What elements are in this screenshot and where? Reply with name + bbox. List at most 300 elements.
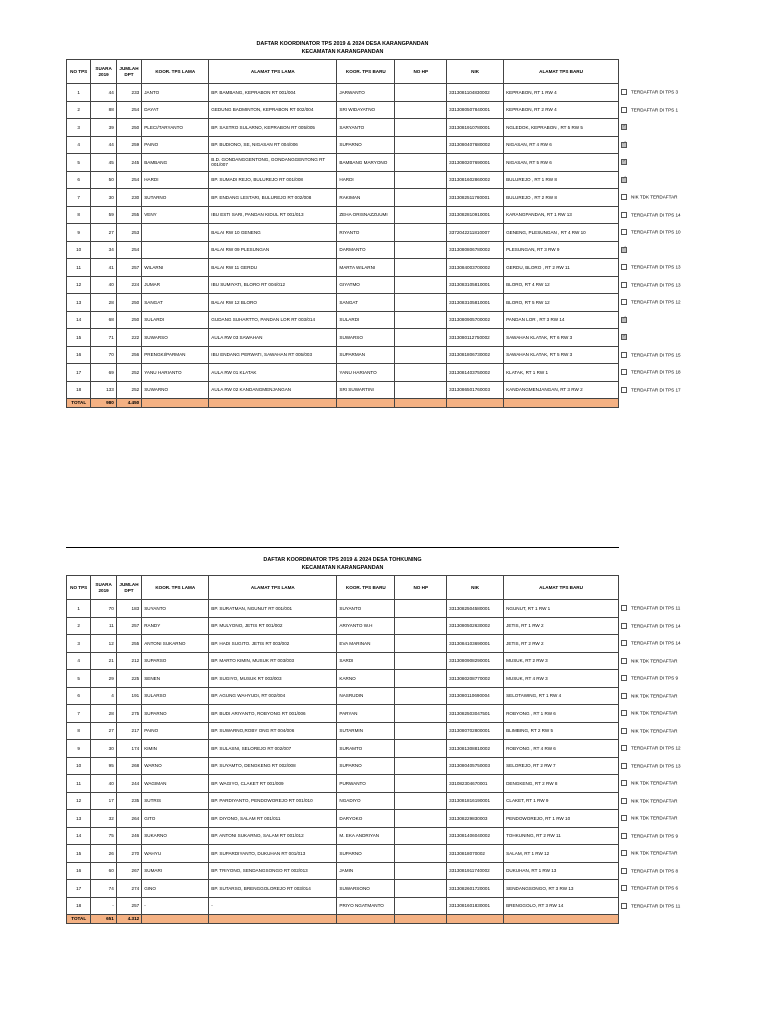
cell-votes-2019: 44 bbox=[91, 84, 116, 102]
cell-tps-number: 17 bbox=[67, 364, 91, 382]
cell-new-address: BULUREJO , RT 1 RW 8 bbox=[504, 171, 619, 189]
cell-tps-number: 14 bbox=[67, 311, 91, 329]
header-old-address: ALAMAT TPS LAMA bbox=[209, 60, 337, 84]
cell-old-coordinator: WARNO bbox=[142, 757, 209, 775]
cell-new-address: KEPRABON, RT 1 RW 4 bbox=[504, 84, 619, 102]
status-checkbox[interactable] bbox=[621, 833, 627, 839]
status-note: NIK TDK TERDAFTAR bbox=[631, 815, 678, 821]
cell-new-coordinator: DARYOKO bbox=[337, 810, 395, 828]
status-note: TERDAFTAR DI TPS 6 bbox=[631, 885, 679, 891]
cell-phone-number bbox=[395, 705, 447, 723]
cell-votes-2019: 69 bbox=[91, 364, 116, 382]
status-checkbox[interactable] bbox=[621, 780, 627, 786]
cell-old-address: BP. PARDIYANTO, PENDOWOREJO RT 001/010 bbox=[209, 792, 337, 810]
cell-old-coordinator: PAINO bbox=[142, 136, 209, 154]
sheet-title: DAFTAR KOORDINATOR TPS 2019 & 2024 DESA KARANGPANDAN bbox=[256, 41, 429, 47]
status-note: NIK TDK TERDAFTAR bbox=[631, 850, 678, 856]
status-checkbox[interactable] bbox=[621, 159, 627, 165]
cell-tps-number: 13 bbox=[67, 294, 91, 312]
cell-votes-2019: 40 bbox=[91, 775, 116, 793]
cell-new-coordinator: PURWANTO bbox=[337, 775, 395, 793]
cell-phone-number bbox=[395, 652, 447, 670]
cell-new-coordinator: SUPARMAN bbox=[337, 346, 395, 364]
cell-old-coordinator: SUMARI bbox=[142, 862, 209, 880]
cell-nik: 3313080207690001 bbox=[447, 154, 504, 172]
cell-votes-2019: 70 bbox=[91, 600, 116, 618]
cell-new-address: KEPRABON, RT 2 RW 4 bbox=[504, 101, 619, 119]
total-dpt: 4.450 bbox=[116, 399, 141, 408]
total-row bbox=[67, 399, 619, 408]
cell-votes-2019: 88 bbox=[91, 101, 116, 119]
cell-dpt-count: 222 bbox=[116, 329, 141, 347]
status-note: NIK TDK TERDAFTAR bbox=[631, 780, 678, 786]
table-row bbox=[67, 294, 619, 312]
cell-old-coordinator: ANTONI SUKARNO bbox=[142, 635, 209, 653]
total-empty-cell bbox=[209, 399, 337, 408]
coordinator-table bbox=[66, 59, 681, 408]
header-old-coordinator: KOOR. TPS LAMA bbox=[142, 60, 209, 84]
status-checkbox[interactable] bbox=[621, 623, 627, 629]
cell-nik: 3313082810910001 bbox=[447, 206, 504, 224]
cell-old-coordinator: SULARSO bbox=[142, 687, 209, 705]
cell-tps-number: 1 bbox=[67, 84, 91, 102]
table-row bbox=[67, 84, 619, 102]
cell-old-address: AULA RW 02 KANDANGMENJANGAN bbox=[209, 381, 337, 399]
cell-nik: 3313080507840001 bbox=[447, 101, 504, 119]
status-note: NIK TDK TERDAFTAR bbox=[631, 728, 678, 734]
cell-old-coordinator: RANDY bbox=[142, 617, 209, 635]
header-dpt-count: JUMLAH DPT bbox=[116, 576, 141, 600]
status-note: NIK TDK TERDAFTAR bbox=[631, 693, 678, 699]
status-checkbox[interactable] bbox=[621, 387, 627, 393]
cell-nik: 3313081602860002 bbox=[447, 171, 504, 189]
cell-tps-number: 16 bbox=[67, 862, 91, 880]
cell-old-address: - bbox=[209, 897, 337, 915]
cell-tps-number: 7 bbox=[67, 189, 91, 207]
status-checkbox[interactable] bbox=[621, 640, 627, 646]
cell-dpt-count: 254 bbox=[116, 101, 141, 119]
cell-votes-2019: 21 bbox=[91, 652, 116, 670]
cell-dpt-count: 246 bbox=[116, 827, 141, 845]
cell-votes-2019: 28 bbox=[91, 294, 116, 312]
status-checkbox[interactable] bbox=[621, 710, 627, 716]
cell-nik: 3313081816190001 bbox=[447, 792, 504, 810]
status-checkbox[interactable] bbox=[621, 728, 627, 734]
cell-phone-number bbox=[395, 311, 447, 329]
cell-tps-number: 8 bbox=[67, 722, 91, 740]
status-checkbox[interactable] bbox=[621, 745, 627, 751]
cell-tps-number: 10 bbox=[67, 241, 91, 259]
cell-new-coordinator: SANGAT bbox=[337, 294, 395, 312]
cell-votes-2019: 45 bbox=[91, 154, 116, 172]
cell-old-coordinator: WAGIMAN bbox=[142, 775, 209, 793]
cell-nik: 3313080407680002 bbox=[447, 136, 504, 154]
cell-new-address: BRENGGOLO, RT 3 RW 14 bbox=[504, 897, 619, 915]
cell-new-coordinator: SUWARSO bbox=[337, 329, 395, 347]
status-checkbox[interactable] bbox=[621, 107, 627, 113]
total-empty-cell bbox=[395, 399, 447, 408]
cell-tps-number: 12 bbox=[67, 276, 91, 294]
table-row bbox=[67, 845, 619, 863]
cell-nik: 3313083105810001 bbox=[447, 294, 504, 312]
cell-new-coordinator: M. EKA ANDRIYAN bbox=[337, 827, 395, 845]
table-row bbox=[67, 880, 619, 898]
cell-old-coordinator: GINO bbox=[142, 880, 209, 898]
status-checkbox[interactable] bbox=[621, 850, 627, 856]
cell-nik: 3313082511780001 bbox=[447, 189, 504, 207]
cell-new-address: JETIS, RT 1 RW 2 bbox=[504, 617, 619, 635]
cell-old-address: GUDANG SUHARTTO, PANDAN LOR RT 003/014 bbox=[209, 311, 337, 329]
cell-old-coordinator: YANU HARIANTO bbox=[142, 364, 209, 382]
cell-new-coordinator: SRI SUWARTINI bbox=[337, 381, 395, 399]
cell-nik: 33130818070002 bbox=[447, 845, 504, 863]
cell-nik: 3313081601830001 bbox=[447, 897, 504, 915]
status-note: TERDAFTAR DI TPS 11 bbox=[631, 605, 681, 611]
cell-dpt-count: 191 bbox=[116, 687, 141, 705]
cell-votes-2019: 4 bbox=[91, 687, 116, 705]
cell-new-coordinator: EVA MARINAN bbox=[337, 635, 395, 653]
cell-new-address: BLORO, RT 4 RW 12 bbox=[504, 276, 619, 294]
table-row bbox=[67, 276, 619, 294]
cell-phone-number bbox=[395, 294, 447, 312]
cell-tps-number: 5 bbox=[67, 154, 91, 172]
cell-dpt-count: 244 bbox=[116, 775, 141, 793]
cell-new-coordinator: PARYAN bbox=[337, 705, 395, 723]
cell-old-coordinator: SUTARNO bbox=[142, 189, 209, 207]
status-note: TERDAFTAR DI TPS 9 bbox=[631, 833, 679, 839]
cell-phone-number bbox=[395, 775, 447, 793]
total-empty-cell bbox=[447, 399, 504, 408]
table-row bbox=[67, 792, 619, 810]
status-checkbox[interactable] bbox=[621, 142, 627, 148]
cell-dpt-count: 259 bbox=[116, 136, 141, 154]
status-note: TERDAFTAR DI TPS 15 bbox=[631, 352, 681, 358]
cell-nik: 3313081910780001 bbox=[447, 119, 504, 137]
cell-tps-number: 15 bbox=[67, 329, 91, 347]
total-label: TOTAL bbox=[67, 915, 91, 924]
cell-nik: 3372042211810007 bbox=[447, 224, 504, 242]
cell-old-coordinator: SUWARSO bbox=[142, 329, 209, 347]
cell-votes-2019: 32 bbox=[91, 810, 116, 828]
status-checkbox[interactable] bbox=[621, 885, 627, 891]
cell-phone-number bbox=[395, 84, 447, 102]
cell-phone-number bbox=[395, 101, 447, 119]
cell-new-address: NIGASAN, RT 5 RW 6 bbox=[504, 154, 619, 172]
cell-new-address: PLESUNGAN, RT 3 RW 9 bbox=[504, 241, 619, 259]
cell-new-address: NIGASAN, RT 4 RW 6 bbox=[504, 136, 619, 154]
cell-new-address: BLIMBING, RT 2 RW 5 bbox=[504, 722, 619, 740]
cell-old-coordinator: SUKARNO bbox=[142, 827, 209, 845]
cell-new-coordinator: YANU HARIANTO bbox=[337, 364, 395, 382]
cell-new-coordinator: JARWANTO bbox=[337, 84, 395, 102]
cell-dpt-count: 250 bbox=[116, 311, 141, 329]
cell-tps-number: 3 bbox=[67, 119, 91, 137]
cell-phone-number bbox=[395, 757, 447, 775]
cell-new-address: PENDOWOREJO, RT 1 RW 10 bbox=[504, 810, 619, 828]
total-label: TOTAL bbox=[67, 399, 91, 408]
table-row bbox=[67, 897, 619, 915]
cell-tps-number: 12 bbox=[67, 792, 91, 810]
cell-old-coordinator: PLECI/TARYANTO bbox=[142, 119, 209, 137]
header-nik: NIK bbox=[447, 576, 504, 600]
cell-votes-2019: 70 bbox=[91, 346, 116, 364]
table-row bbox=[67, 119, 619, 137]
cell-old-address: BP. SULASNI, SELOREJO RT 002/007 bbox=[209, 740, 337, 758]
cell-old-coordinator: GITO bbox=[142, 810, 209, 828]
status-checkbox[interactable] bbox=[621, 247, 627, 253]
cell-dpt-count: 250 bbox=[116, 119, 141, 137]
cell-nik: 3313082503047501 bbox=[447, 705, 504, 723]
status-checkbox[interactable] bbox=[621, 815, 627, 821]
cell-dpt-count: 254 bbox=[116, 171, 141, 189]
cell-new-coordinator: ARIYANTO W.H bbox=[337, 617, 395, 635]
table-row bbox=[67, 154, 619, 172]
status-note: TERDAFTAR DI TPS 13 bbox=[631, 282, 681, 288]
cell-old-address: BP. BUDIONO, SE, NIGASAN RT 004/006 bbox=[209, 136, 337, 154]
cell-votes-2019: 68 bbox=[91, 311, 116, 329]
table-row bbox=[67, 740, 619, 758]
status-checkbox[interactable] bbox=[621, 369, 627, 375]
cell-old-address: BP. SUWARNO,ROBY ONG RT 004/006 bbox=[209, 722, 337, 740]
table-row bbox=[67, 600, 619, 618]
status-checkbox[interactable] bbox=[621, 658, 627, 664]
status-note: TERDAFTAR DI TPS 14 bbox=[631, 623, 681, 629]
cell-old-coordinator: BAMBANG bbox=[142, 154, 209, 172]
cell-nik: 3313080112750002 bbox=[447, 329, 504, 347]
cell-new-address: DUKUHAN, RT 1 RW 13 bbox=[504, 862, 619, 880]
cell-tps-number: 9 bbox=[67, 740, 91, 758]
status-checkbox[interactable] bbox=[621, 317, 627, 323]
cell-nik: 3313081403750002 bbox=[447, 364, 504, 382]
cell-phone-number bbox=[395, 740, 447, 758]
cell-new-coordinator: RAKIMAN bbox=[337, 189, 395, 207]
cell-old-address: BP. SUYAMTO, DENGKENG RT 002/008 bbox=[209, 757, 337, 775]
status-checkbox[interactable] bbox=[621, 334, 627, 340]
cell-dpt-count: 174 bbox=[116, 740, 141, 758]
cell-old-coordinator: SUTRIS bbox=[142, 792, 209, 810]
cell-old-address: AULA RW 03 SAWAHAN bbox=[209, 329, 337, 347]
cell-tps-number: 15 bbox=[67, 845, 91, 863]
table-row bbox=[67, 757, 619, 775]
total-empty-cell bbox=[337, 915, 395, 924]
cell-dpt-count: 233 bbox=[116, 84, 141, 102]
cell-votes-2019: 12 bbox=[91, 635, 116, 653]
total-empty-cell bbox=[209, 915, 337, 924]
cell-dpt-count: 268 bbox=[116, 757, 141, 775]
cell-new-coordinator: SUPARNO bbox=[337, 757, 395, 775]
cell-new-address: TOHKUNING, RT 2 RW 11 bbox=[504, 827, 619, 845]
total-votes: 980 bbox=[91, 399, 116, 408]
cell-nik: 3313080702800001 bbox=[447, 722, 504, 740]
cell-nik: 3313081406040002 bbox=[447, 827, 504, 845]
cell-dpt-count: 254 bbox=[116, 241, 141, 259]
status-note: NIK TDK TERDAFTAR bbox=[631, 798, 678, 804]
status-checkbox[interactable] bbox=[621, 264, 627, 270]
status-checkbox[interactable] bbox=[621, 352, 627, 358]
cell-new-coordinator: SARYANTO bbox=[337, 119, 395, 137]
cell-votes-2019: 74 bbox=[91, 880, 116, 898]
status-checkbox[interactable] bbox=[621, 282, 627, 288]
cell-old-coordinator: JUMAR bbox=[142, 276, 209, 294]
status-checkbox[interactable] bbox=[621, 903, 627, 909]
cell-new-address: JETIS, RT 2 RW 2 bbox=[504, 635, 619, 653]
cell-votes-2019: 27 bbox=[91, 224, 116, 242]
cell-new-address: GENENG, PLESUNGAN , RT 4 RW 10 bbox=[504, 224, 619, 242]
total-empty-cell bbox=[142, 399, 209, 408]
status-checkbox[interactable] bbox=[621, 212, 627, 218]
cell-old-address: BP. AGUNG WAHYUDI, RT 002/004 bbox=[209, 687, 337, 705]
table-row bbox=[67, 617, 619, 635]
status-checkbox[interactable] bbox=[621, 89, 627, 95]
status-note: TERDAFTAR DI TPS 17 bbox=[631, 387, 681, 393]
cell-old-coordinator: DAYAT bbox=[142, 101, 209, 119]
cell-votes-2019: 133 bbox=[91, 381, 116, 399]
cell-phone-number bbox=[395, 206, 447, 224]
cell-nik: 3313086501760003 bbox=[447, 381, 504, 399]
status-note: TERDAFTAR DI TPS 12 bbox=[631, 299, 681, 305]
cell-dpt-count: 252 bbox=[116, 381, 141, 399]
cell-phone-number bbox=[395, 600, 447, 618]
cell-tps-number: 10 bbox=[67, 757, 91, 775]
total-empty-cell bbox=[142, 915, 209, 924]
cell-old-address: BP. BUDI ARIYANTO, ROBYONG RT 001/006 bbox=[209, 705, 337, 723]
cell-phone-number bbox=[395, 171, 447, 189]
status-checkbox[interactable] bbox=[621, 798, 627, 804]
cell-dpt-count: 212 bbox=[116, 652, 141, 670]
cell-old-address: BALAI RW 10 GENENG bbox=[209, 224, 337, 242]
cell-votes-2019: 11 bbox=[91, 617, 116, 635]
cell-phone-number bbox=[395, 635, 447, 653]
status-checkbox[interactable] bbox=[621, 124, 627, 130]
cell-tps-number: 14 bbox=[67, 827, 91, 845]
cell-new-address: MUSUK, RT 4 RW 3 bbox=[504, 670, 619, 688]
cell-tps-number: 11 bbox=[67, 775, 91, 793]
cell-dpt-count: 252 bbox=[116, 364, 141, 382]
cell-nik: 3313082601720001 bbox=[447, 880, 504, 898]
cell-old-address: BP. SASTRO SULARNO, KEPRABON RT 005/005 bbox=[209, 119, 337, 137]
cell-new-coordinator: NGADIYO bbox=[337, 792, 395, 810]
cell-new-address: DENGKENG, RT 2 RW 8 bbox=[504, 775, 619, 793]
cell-new-address: BULUREJO , RT 2 RW 8 bbox=[504, 189, 619, 207]
total-dpt: 4.312 bbox=[116, 915, 141, 924]
cell-new-address: NGLEDOK, KEPRABON , RT 5 RW 5 bbox=[504, 119, 619, 137]
cell-votes-2019: 59 bbox=[91, 206, 116, 224]
status-checkbox[interactable] bbox=[621, 763, 627, 769]
cell-old-address: BP. SUTARSO, BRENGGOLOREJO RT 003/014 bbox=[209, 880, 337, 898]
cell-phone-number bbox=[395, 722, 447, 740]
cell-dpt-count: 225 bbox=[116, 670, 141, 688]
table-row bbox=[67, 775, 619, 793]
cell-new-address: ROBYONG , RT 4 RW 6 bbox=[504, 740, 619, 758]
cell-old-address: BP. DIYONO, SALAM RT 001/011 bbox=[209, 810, 337, 828]
status-checkbox[interactable] bbox=[621, 229, 627, 235]
cell-votes-2019: - bbox=[91, 897, 116, 915]
table-header bbox=[67, 60, 619, 84]
cell-nik: 3313080405750003 bbox=[447, 757, 504, 775]
status-checkbox[interactable] bbox=[621, 194, 627, 200]
table-row bbox=[67, 670, 619, 688]
cell-phone-number bbox=[395, 862, 447, 880]
cell-phone-number bbox=[395, 670, 447, 688]
status-note: TERDAFTAR DI TPS 14 bbox=[631, 640, 681, 646]
status-note: NIK TDK TERDAFTAR bbox=[631, 658, 678, 664]
cell-nik: 3313082504580001 bbox=[447, 600, 504, 618]
table-row bbox=[67, 381, 619, 399]
cell-dpt-count: 274 bbox=[116, 880, 141, 898]
cell-tps-number: 16 bbox=[67, 346, 91, 364]
cell-tps-number: 18 bbox=[67, 897, 91, 915]
header-phone-number: NO HP bbox=[395, 60, 447, 84]
status-checkbox[interactable] bbox=[621, 299, 627, 305]
status-note: NIK TDK TERDAFTAR bbox=[631, 710, 678, 716]
cell-tps-number: 7 bbox=[67, 705, 91, 723]
cell-new-address: KLATAK, RT 1 RW 1 bbox=[504, 364, 619, 382]
header-dpt-count: JUMLAH DPT bbox=[116, 60, 141, 84]
cell-old-coordinator: SULARDI bbox=[142, 311, 209, 329]
status-checkbox[interactable] bbox=[621, 605, 627, 611]
table-row bbox=[67, 810, 619, 828]
header-tps-number: NO TPS bbox=[67, 60, 91, 84]
table-row bbox=[67, 101, 619, 119]
table-row bbox=[67, 241, 619, 259]
cell-old-address: AULA RW 01 KLATAK bbox=[209, 364, 337, 382]
cell-new-address: SALAM, RT 1 RW 12 bbox=[504, 845, 619, 863]
cell-votes-2019: 75 bbox=[91, 827, 116, 845]
cell-dpt-count: 257 bbox=[116, 617, 141, 635]
cell-new-coordinator: BAMBANG MARYONO bbox=[337, 154, 395, 172]
cell-tps-number: 2 bbox=[67, 617, 91, 635]
cell-phone-number bbox=[395, 189, 447, 207]
header-new-address: ALAMAT TPS BARU bbox=[504, 60, 619, 84]
cell-votes-2019: 41 bbox=[91, 259, 116, 277]
header-old-address: ALAMAT TPS LAMA bbox=[209, 576, 337, 600]
cell-phone-number bbox=[395, 617, 447, 635]
cell-phone-number bbox=[395, 880, 447, 898]
cell-phone-number bbox=[395, 810, 447, 828]
cell-dpt-count: 267 bbox=[116, 862, 141, 880]
table-row bbox=[67, 722, 619, 740]
cell-dpt-count: 250 bbox=[116, 294, 141, 312]
cell-old-address: GEDUNG BADMINTON, KEPRABON RT 002/004 bbox=[209, 101, 337, 119]
cell-old-address: BP. ENDANG LESTARI, BULUREJO RT 002/008 bbox=[209, 189, 337, 207]
status-checkbox[interactable] bbox=[621, 675, 627, 681]
cell-votes-2019: 39 bbox=[91, 119, 116, 137]
status-checkbox[interactable] bbox=[621, 177, 627, 183]
cell-votes-2019: 30 bbox=[91, 189, 116, 207]
cell-phone-number bbox=[395, 845, 447, 863]
cell-tps-number: 6 bbox=[67, 687, 91, 705]
cell-dpt-count: 245 bbox=[116, 154, 141, 172]
cell-new-address: BLORO, RT 5 RW 12 bbox=[504, 294, 619, 312]
cell-tps-number: 9 bbox=[67, 224, 91, 242]
cell-votes-2019: 26 bbox=[91, 845, 116, 863]
cell-tps-number: 11 bbox=[67, 259, 91, 277]
cell-new-coordinator: NASRUDIN bbox=[337, 687, 395, 705]
table-row bbox=[67, 224, 619, 242]
cell-tps-number: 5 bbox=[67, 670, 91, 688]
cell-new-address: MUSUK, RT 2 RW 3 bbox=[504, 652, 619, 670]
table-row bbox=[67, 329, 619, 347]
status-checkbox[interactable] bbox=[621, 868, 627, 874]
cell-phone-number bbox=[395, 276, 447, 294]
cell-votes-2019: 34 bbox=[91, 241, 116, 259]
cell-phone-number bbox=[395, 154, 447, 172]
status-checkbox[interactable] bbox=[621, 693, 627, 699]
cell-old-coordinator: KIMIN bbox=[142, 740, 209, 758]
cell-phone-number bbox=[395, 827, 447, 845]
cell-votes-2019: 44 bbox=[91, 136, 116, 154]
cell-old-coordinator: - bbox=[142, 897, 209, 915]
